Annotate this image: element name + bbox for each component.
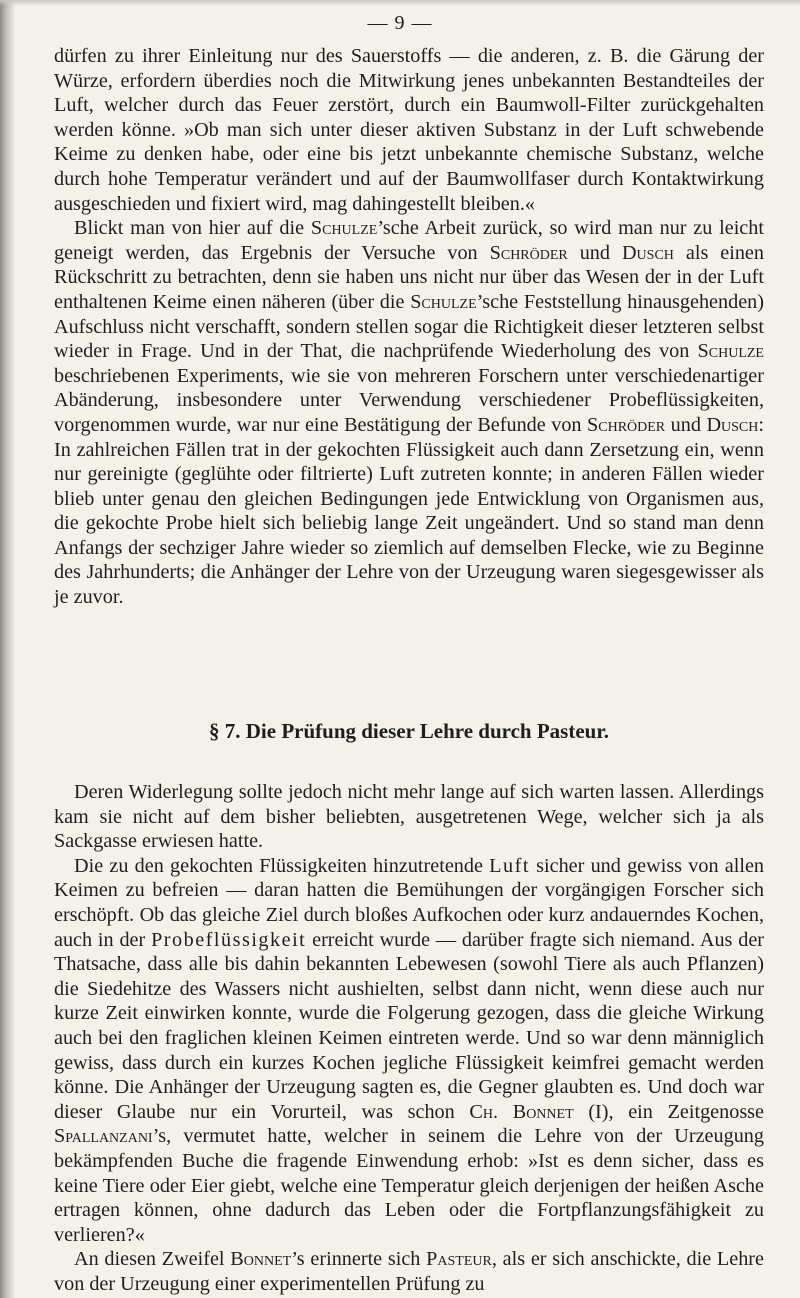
text-run: Blickt man von hier auf die [74,217,311,240]
body-text-section [54,780,764,1296]
name-small-caps: Dusch [621,241,674,264]
name-small-caps: Spallanzani [54,1125,153,1148]
paragraph [54,854,764,1248]
text-run: ’s, vermutet hatte, welcher in seinem die Lehre von der Urzeugung bekämpfenden Buche die fragende Einwendung erhob: »Ist es denn sicher, dass es keine Tiere oder Eier giebt, welche eine Temperatur gleich derjenigen der heißen Asche ertragen können, ohne dadurch das Leben oder die Fortpflanzungsfähigkeit zu verlieren?« [54,1125,764,1246]
text-run: , als er sich anschickte, die Lehre von der Urzeugung einer experimentellen Prüfung zu [54,1248,764,1295]
text-run: Die zu den gekochten Flüssigkeiten hinzutretende [74,854,490,877]
name-small-caps: Schröder [489,241,568,264]
text-run: ’sche Feststellung hinausgehenden) Aufschluss nicht verschafft, sondern stellen sogar die Richtigkeit dieser letzteren selbst wieder in Frage. Und in der That, die nachprüfende Wiederholung des von [54,290,764,363]
paragraph [54,780,764,854]
name-small-caps: Ch. Bonnet [469,1100,574,1123]
section-heading: § 7. Die Prüfung dieser Lehre durch Pasteur. [209,719,609,743]
text-run: dürfen zu ihrer Einleitung nur des Sauerstoffs — die anderen, z. B. die Gärung der Würze, erfordern überdies noch die Mitwirkung jenes unbekannten Bestandteiles der Luft, welcher durch das Feuer zerstört, durch ein Baumwoll-Filter zurückgehalten werden könne. »Ob man sich unter dieser aktiven Substanz in der Luft schwebende Keime zu denken habe, oder eine bis jetzt unbekannte chemische Substanz, welche durch hohe Temperatur verändert und auf der Baumwollfaser durch Kontaktwirkung ausgeschieden und fixiert wird, mag dahingestellt bleiben.« [54,45,764,215]
name-small-caps: Schulze [697,340,764,363]
text-run: : In zahlreichen Fällen trat in der gekochten Flüssigkeit auch dann Zersetzung ein, wenn nur gereinigte (geglühte oder filtrierte) Luft zutreten konnte; in anderen Fällen wieder blieb unter genau den gleichen Bedingungen jede Entwicklung von Organismen aus, die gekochte Probe hielt sich beliebig lange Zeit ungeändert. Und so stand man denn Anfangs der sechziger Jahre wieder so ziemlich auf demselben Flecke, wie zu Beginne des Jahrhunderts; die Anhänger der Lehre von der Urzeugung waren siegesgewisser als je zuvor. [54,413,764,609]
text-run: und [665,413,707,436]
paragraph [54,44,764,216]
name-small-caps: Dusch [706,413,759,436]
name-small-caps: Bonnet [230,1248,292,1271]
name-small-caps: Schulze [410,290,477,313]
text-run: ’sche Arbeit zurück, so wird man nur zu leicht geneigt werden, das Ergebnis der Versuche von [54,217,764,264]
book-binding-shadow [0,0,16,1298]
text-run: sicher und gewiss von allen Keimen zu befreien — daran hatten die Bemühungen der vorgängigen Forscher sich erschöpft. Ob das gleiche Ziel durch bloßes Aufkochen oder kurz andauerndes Kochen, auch in der [54,854,764,951]
text-run: als einen Rückschritt zu betrachten, denn sie haben uns nicht nur über das Wesen der in der Luft enthaltenen Keime einen näheren (über die [54,241,764,313]
name-small-caps: Schulze [310,217,378,240]
name-small-caps: Pasteur [426,1248,492,1271]
body-text-top [54,44,764,610]
text-run: ’s erinnerte sich [291,1248,427,1271]
text-run: Deren Widerlegung sollte jedoch nicht mehr lange auf sich warten lassen. Allerdings kam sie nicht auf dem bisher beliebten, ausgetretenen Wege, welcher sich ja als Sackgasse erwiesen hatte. [54,781,764,853]
text-run: und [567,241,622,264]
page-number: — 9 — [367,12,433,34]
text-run: (I), ein Zeitgenosse [573,1100,764,1123]
paragraph [54,216,764,610]
emphasis-spaced: Probeflüssigkeit [151,928,307,951]
paragraph [54,1247,764,1296]
text-run: beschriebenen Experiments, wie sie von mehreren Forschern unter verschiedenartiger Abänderung, insbesondere unter Verwendung verschiedener Probeflüssigkeiten, vorgenommen wurde, war nur eine Bestätigung der Befunde von [54,364,764,436]
name-small-caps: Schröder [587,413,666,436]
text-run: An diesen Zweifel [74,1248,231,1271]
text-run: erreicht wurde — darüber fragte sich niemand. Aus der Thatsache, dass alle bis dahin bekannten Lebewesen (sowohl Tiere als auch Pflanzen) die Siedehitze des Wassers nicht aushielten, selbst dann nicht, wenn diese auch nur kurze Zeit einwirken konnte, wurde die Folgerung gezogen, dass die gleiche Wirkung auch bei den fraglichen kleinen Keimen eintreten werde. Und so war denn männiglich gewiss, dass durch ein kurzes Kochen jegliche Flüssigkeit keimfrei gemacht werden könne. Die Anhänger der Urzeugung sagten es, die Gegner glaubten es. Und doch war dieser Glaube nur ein Vorurteil, was schon [54,928,764,1123]
page-top-shadow [0,0,800,6]
emphasis-spaced: Luft [489,854,530,877]
